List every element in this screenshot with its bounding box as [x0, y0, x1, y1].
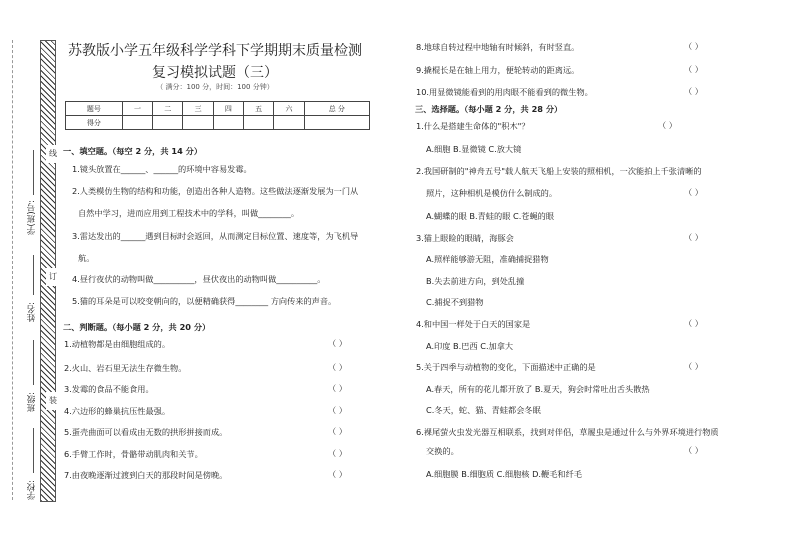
choice-option: A.照样能够游无阻，准确捕捉猎物 — [426, 254, 549, 264]
judge-question: 3.发霉的食品不能食用。 — [64, 384, 154, 394]
section-judge-title: 二、判断题。（每小题 2 分，共 20 分） — [63, 322, 211, 332]
answer-paren[interactable]: （ ） — [328, 448, 347, 458]
seal-char-line: 线 — [46, 145, 60, 163]
answer-paren[interactable]: （ ） — [328, 405, 347, 415]
answer-paren[interactable]: （ ） — [684, 187, 703, 197]
choice-question-cont: 照片，这种相机是模仿什么制成的。 — [426, 188, 558, 198]
fill-question: 2.人类模仿生物的结构和功能，创造出各种人造物。这些做法逐渐发展为一门从 — [72, 186, 359, 196]
answer-paren[interactable]: （ ） — [658, 120, 677, 130]
answer-paren[interactable]: （ ） — [328, 383, 347, 393]
choice-option: C.冬天，蛇、猫、青蛙都会冬眠 — [426, 405, 541, 415]
exam-subtitle: 复习模拟试题（三） — [152, 65, 278, 81]
field-name: 姓名: — [27, 302, 37, 322]
right-column — [412, 0, 782, 548]
fill-question: 4.昼行夜伏的动物叫做__________，昼伏夜出的动物叫做__________。 — [72, 274, 326, 284]
judge-question: 7.由夜晚逐渐过渡到白天的那段时间是傍晚。 — [64, 470, 228, 480]
left-column — [60, 0, 370, 548]
choice-options: A.细胞 B.显微镜 C.放大镜 — [426, 144, 522, 154]
answer-paren[interactable]: （ ） — [684, 41, 703, 51]
judge-question: 1.动植物都是由细胞组成的。 — [64, 339, 171, 349]
choice-question: 6.裸尾萤火虫发光器互相联系，找到对伴侣，草履虫是通过什么与外界环境进行物质 — [416, 427, 719, 437]
section-fill-title: 一、填空题。（每空 2 分，共 14 分） — [63, 146, 203, 156]
score-header-cell: 总 分 — [304, 102, 369, 116]
score-table-header-row — [66, 102, 370, 116]
choice-options: A.春天，所有的花儿都开放了 B.夏天，狗会时常吐出舌头散热 — [426, 384, 650, 394]
answer-paren[interactable]: （ ） — [684, 86, 703, 96]
judge-question: 2.火山、岩石里无法生存微生物。 — [64, 363, 187, 373]
score-table-score-row — [66, 116, 370, 130]
field-line — [33, 255, 34, 295]
seal-char-zhuang: 装 — [46, 392, 60, 410]
score-header-cell: 四 — [213, 102, 243, 116]
score-table — [65, 101, 370, 130]
answer-paren[interactable]: （ ） — [328, 426, 347, 436]
judge-question: 6.手臂工作时，骨骼带动肌肉和关节。 — [64, 449, 203, 459]
choice-question-cont: 交换的。 — [426, 446, 459, 456]
choice-options: A.印度 B.巴西 C.加拿大 — [426, 341, 514, 351]
field-school: 学校: — [27, 480, 37, 500]
fill-question: 3.雷达发出的______遇到目标时会返回，从而测定目标位置、速度等，为飞机导 — [72, 231, 359, 241]
choice-options: A.细胞膜 B.细胞质 C.细胞核 D.鞭毛和纤毛 — [426, 469, 582, 479]
judge-question: 8.地球自转过程中地轴有时倾斜，有时竖直。 — [416, 42, 580, 52]
score-cell[interactable] — [244, 116, 274, 130]
judge-question: 4.六边形的蜂巢抗压性最强。 — [64, 406, 171, 416]
answer-paren[interactable]: （ ） — [328, 362, 347, 372]
choice-question: 4.和中国一样处于白天的国家是 — [416, 319, 531, 329]
score-cell[interactable] — [153, 116, 183, 130]
score-header-cell: 三 — [183, 102, 213, 116]
fill-question-cont: 航。 — [78, 253, 95, 263]
cut-line — [12, 40, 13, 500]
field-class: 班级: — [27, 392, 37, 412]
score-header-cell: 五 — [244, 102, 274, 116]
field-line — [33, 340, 34, 385]
score-cell[interactable] — [274, 116, 304, 130]
answer-paren[interactable]: （ ） — [684, 361, 703, 371]
score-cell[interactable] — [183, 116, 213, 130]
exam-note: （ 满分：100 分，时间：100 分钟） — [156, 83, 274, 91]
score-header-cell: 六 — [274, 102, 304, 116]
score-label-cell: 得分 — [66, 116, 123, 130]
choice-question: 3.猫上眼睑的眼睛，海豚会 — [416, 233, 514, 243]
fill-question: 5.猫的耳朵是可以咬变朝向的，以便精确获得________ 方向传来的声音。 — [72, 296, 337, 306]
score-cell[interactable] — [304, 116, 369, 130]
fill-question: 1.镜头放置在______、______的环境中容易发霉。 — [72, 164, 252, 174]
choice-option: B.失去前进方向，到处乱撞 — [426, 276, 525, 286]
choice-option: C.捕捉不到猎物 — [426, 297, 484, 307]
score-cell[interactable] — [122, 116, 152, 130]
answer-paren[interactable]: （ ） — [684, 445, 703, 455]
score-header-cell: 一 — [122, 102, 152, 116]
field-student-id: 学(班)号: — [27, 200, 37, 235]
answer-paren[interactable]: （ ） — [328, 469, 347, 479]
choice-options: A.蝴蝶的眼 B.青蛙的眼 C.苍蝇的眼 — [426, 211, 555, 221]
answer-paren[interactable]: （ ） — [328, 338, 347, 348]
seal-char-ding: 订 — [46, 268, 60, 286]
field-line — [33, 428, 34, 473]
answer-paren[interactable]: （ ） — [684, 318, 703, 328]
fill-question-cont: 自然中学习，进而应用到工程技术中的学科，叫做________。 — [78, 208, 300, 218]
choice-question: 2.我国研制的"神舟五号"载人航天飞船上安装的照相机，一次能拍上千张清晰的 — [416, 166, 702, 176]
exam-title: 苏教版小学五年级科学学科下学期期末质量检测 — [68, 43, 362, 59]
judge-question: 9.撬棍长是在轴上用力，便轮转动的距离远。 — [416, 65, 580, 75]
section-choice-title: 三、选择题。（每小题 2 分，共 28 分） — [415, 104, 563, 114]
score-header-cell: 题号 — [66, 102, 123, 116]
choice-question: 5.关于四季与动植物的变化，下面描述中正确的是 — [416, 362, 596, 372]
score-header-cell: 二 — [153, 102, 183, 116]
choice-question: 1.什么是搭建生命体的"积木"？ — [416, 121, 530, 131]
answer-paren[interactable]: （ ） — [684, 64, 703, 74]
score-cell[interactable] — [213, 116, 243, 130]
judge-question: 10.用显微镜能看到的用肉眼不能看到的微生物。 — [416, 87, 593, 97]
judge-question: 5.蛋壳曲面可以看成由无数的拱形拼接而成。 — [64, 427, 228, 437]
field-line — [33, 150, 34, 195]
answer-paren[interactable]: （ ） — [684, 232, 703, 242]
